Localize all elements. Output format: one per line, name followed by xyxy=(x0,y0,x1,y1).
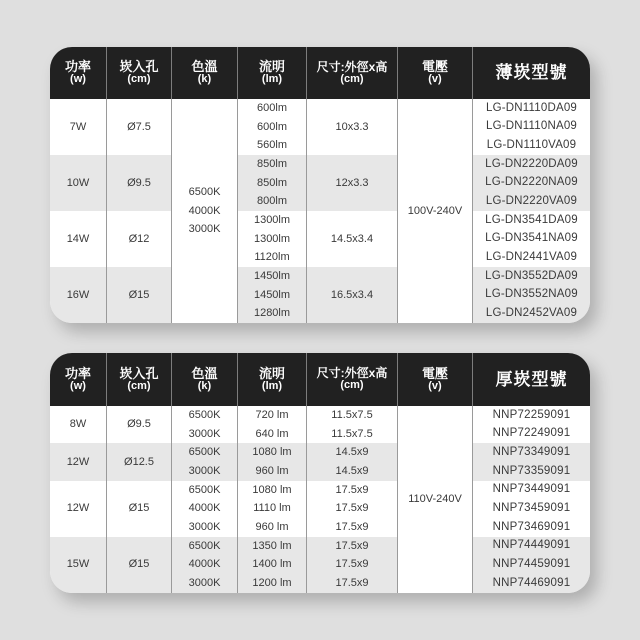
model-cell: NNP73359091 xyxy=(473,462,590,481)
lumens-cell: 1300lm xyxy=(238,211,307,230)
model-cell: NNP73469091 xyxy=(473,518,590,537)
cct-cell: 6500K xyxy=(172,481,238,500)
size-cell: 10x3.3 xyxy=(307,99,398,155)
power-cell: 8W xyxy=(50,406,107,443)
size-cell: 17.5x9 xyxy=(307,537,398,556)
lumens-cell: 960 lm xyxy=(238,518,307,537)
lumens-cell: 1300lm xyxy=(238,230,307,249)
power-cell: 16W xyxy=(50,267,107,323)
model-cell: LG-DN3552NA09 xyxy=(473,286,590,305)
size-cell: 11.5x7.5 xyxy=(307,425,398,444)
size-cell: 17.5x9 xyxy=(307,518,398,537)
cct-cell: 3000K xyxy=(172,574,238,593)
model-cell: NNP72259091 xyxy=(473,406,590,425)
power-cell: 14W xyxy=(50,211,107,267)
model-cell: NNP73449091 xyxy=(473,481,590,500)
size-cell: 14.5x3.4 xyxy=(307,211,398,267)
cutout-cell: Ø15 xyxy=(107,481,172,537)
cct-cell: 3000K xyxy=(172,425,238,444)
model-cell: NNP72249091 xyxy=(473,425,590,444)
column-header-power: 功率 (w) xyxy=(50,353,107,406)
thick-model-table xyxy=(50,353,590,593)
column-header-lumens: 流明 (lm) xyxy=(238,47,307,99)
lumens-cell: 850lm xyxy=(238,174,307,193)
model-cell: NNP74469091 xyxy=(473,574,590,593)
model-cell: LG-DN3541NA09 xyxy=(473,230,590,249)
column-header-size: 尺寸:外徑x高 (cm) xyxy=(307,47,398,99)
lumens-cell: 640 lm xyxy=(238,425,307,444)
column-header-power: 功率 (w) xyxy=(50,47,107,99)
cutout-cell: Ø15 xyxy=(107,267,172,323)
column-header-voltage: 電壓 (v) xyxy=(398,47,473,99)
cutout-cell: Ø7.5 xyxy=(107,99,172,155)
power-cell: 7W xyxy=(50,99,107,155)
model-cell: LG-DN3541DA09 xyxy=(473,211,590,230)
power-cell: 10W xyxy=(50,155,107,211)
column-header-thin-model: 薄崁型號 xyxy=(473,47,590,99)
size-cell: 17.5x9 xyxy=(307,499,398,518)
cutout-cell: Ø9.5 xyxy=(107,406,172,443)
cct-cell: 6500K xyxy=(172,537,238,556)
model-cell: NNP73349091 xyxy=(473,443,590,462)
lumens-cell: 1110 lm xyxy=(238,499,307,518)
lumens-cell: 1450lm xyxy=(238,286,307,305)
model-cell: LG-DN3552DA09 xyxy=(473,267,590,286)
size-cell: 17.5x9 xyxy=(307,574,398,593)
power-cell: 15W xyxy=(50,537,107,593)
column-header-cutout: 崁入孔 (cm) xyxy=(107,353,172,406)
lumens-cell: 1080 lm xyxy=(238,443,307,462)
size-cell: 14.5x9 xyxy=(307,443,398,462)
model-cell: NNP73459091 xyxy=(473,499,590,518)
column-header-cutout: 崁入孔 (cm) xyxy=(107,47,172,99)
lumens-cell: 1080 lm xyxy=(238,481,307,500)
thin-model-table xyxy=(50,47,590,323)
size-cell: 14.5x9 xyxy=(307,462,398,481)
size-cell: 11.5x7.5 xyxy=(307,406,398,425)
column-header-lumens: 流明 (lm) xyxy=(238,353,307,406)
lumens-cell: 600lm xyxy=(238,99,307,118)
voltage-cell: 100V-240V xyxy=(398,99,473,323)
model-cell: LG-DN2220DA09 xyxy=(473,155,590,174)
model-cell: NNP74459091 xyxy=(473,556,590,575)
column-header-cct: 色溫 (k) xyxy=(172,47,238,99)
size-cell: 17.5x9 xyxy=(307,556,398,575)
column-header-thick-model: 厚崁型號 xyxy=(473,353,590,406)
power-cell: 12W xyxy=(50,481,107,537)
model-cell: LG-DN1110VA09 xyxy=(473,136,590,155)
cct-cell: 6500K xyxy=(172,443,238,462)
lumens-cell: 720 lm xyxy=(238,406,307,425)
thin-model-grid xyxy=(50,47,590,323)
cutout-cell: Ø12.5 xyxy=(107,443,172,480)
cutout-cell: Ø15 xyxy=(107,537,172,593)
thick-model-grid xyxy=(50,353,590,593)
cct-cell: 4000K xyxy=(172,556,238,575)
lumens-cell: 600lm xyxy=(238,118,307,137)
column-header-size: 尺寸:外徑x高 (cm) xyxy=(307,353,398,406)
cct-cell: 3000K xyxy=(172,518,238,537)
cct-cell: 3000K xyxy=(172,462,238,481)
model-cell: LG-DN2220VA09 xyxy=(473,192,590,211)
cutout-cell: Ø9.5 xyxy=(107,155,172,211)
cct-cell: 4000K xyxy=(172,499,238,518)
lumens-cell: 960 lm xyxy=(238,462,307,481)
lumens-cell: 1400 lm xyxy=(238,556,307,575)
column-header-cct: 色溫 (k) xyxy=(172,353,238,406)
lumens-cell: 850lm xyxy=(238,155,307,174)
size-cell: 17.5x9 xyxy=(307,481,398,500)
power-cell: 12W xyxy=(50,443,107,480)
voltage-cell: 110V-240V xyxy=(398,406,473,593)
size-cell: 12x3.3 xyxy=(307,155,398,211)
lumens-cell: 560lm xyxy=(238,136,307,155)
lumens-cell: 1120lm xyxy=(238,249,307,268)
lumens-cell: 1280lm xyxy=(238,305,307,324)
column-header-voltage: 電壓 (v) xyxy=(398,353,473,406)
lumens-cell: 1350 lm xyxy=(238,537,307,556)
model-cell: LG-DN1110DA09 xyxy=(473,99,590,118)
model-cell: LG-DN2452VA09 xyxy=(473,305,590,324)
lumens-cell: 800lm xyxy=(238,192,307,211)
model-cell: LG-DN2220NA09 xyxy=(473,174,590,193)
model-cell: NNP74449091 xyxy=(473,537,590,556)
lumens-cell: 1200 lm xyxy=(238,574,307,593)
model-cell: LG-DN2441VA09 xyxy=(473,249,590,268)
cct-cell: 6500K xyxy=(172,406,238,425)
cct-cell: 6500K 4000K 3000K xyxy=(172,99,238,323)
cutout-cell: Ø12 xyxy=(107,211,172,267)
model-cell: LG-DN1110NA09 xyxy=(473,118,590,137)
lumens-cell: 1450lm xyxy=(238,267,307,286)
size-cell: 16.5x3.4 xyxy=(307,267,398,323)
